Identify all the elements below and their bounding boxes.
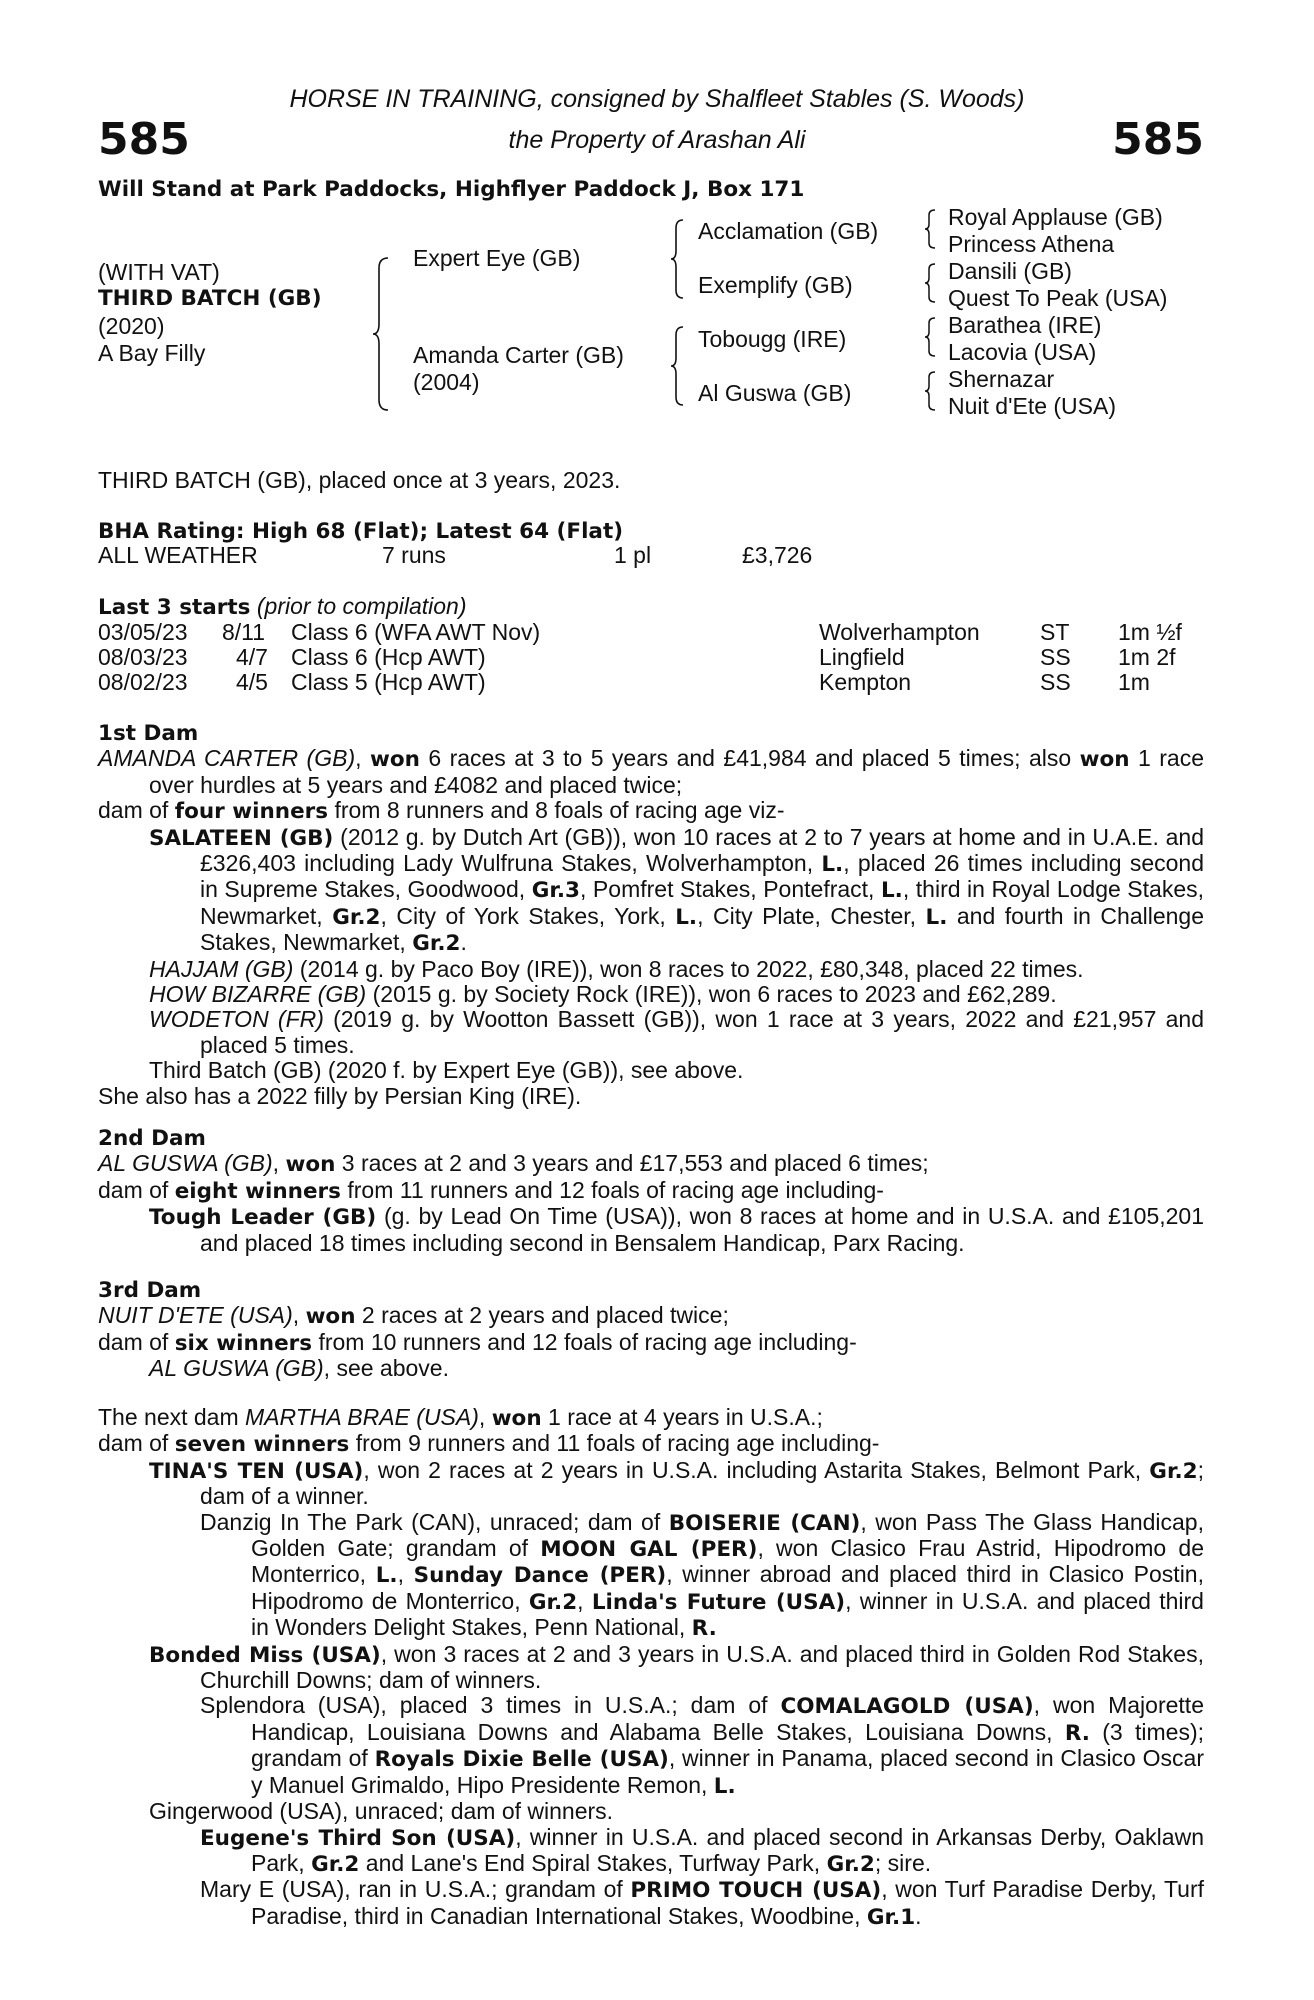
next-dam-record: The next dam MARTHA BRAE (USA), won 1 race at 4 years in U.S.A.; bbox=[98, 1404, 823, 1431]
start-course-2: Lingfield bbox=[819, 644, 905, 670]
second-dam-record: AL GUSWA (GB), won 3 races at 2 and 3 years and £17,553 and placed 6 times; bbox=[98, 1150, 929, 1178]
start-going-3: SS bbox=[1040, 669, 1071, 695]
start-dist-3: 1m bbox=[1118, 669, 1150, 695]
start-course-3: Kempton bbox=[819, 669, 912, 695]
consignor-line: HORSE IN TRAINING, consigned by Shalfleet Stables (S. Woods) bbox=[289, 85, 1025, 113]
produce-bonded-miss: Bonded Miss (USA), won 3 races at 2 and 3 years in U.S.A. and placed third in Golden Rod Stakes, Churchill Downs; dam of winners. bbox=[149, 1640, 1204, 1694]
third-dam-title: 3rd Dam bbox=[98, 1278, 202, 1303]
produce-gingerwood: Gingerwood (USA), unraced; dam of winners. bbox=[149, 1798, 614, 1825]
pedigree-dam-sire: Tobougg (IRE) bbox=[698, 326, 847, 352]
owner-line: the Property of Arashan Ali bbox=[508, 126, 806, 154]
last-starts-heading bbox=[98, 594, 467, 620]
pedigree-dam-year: (2004) bbox=[413, 369, 480, 395]
produce-tough-leader: Tough Leader (GB) (g. by Lead On Time (USA)), won 8 races at home and in U.S.A. and £105,201 and placed 18 times including second in Bensalem Handicap, Parx Racing. bbox=[149, 1203, 1204, 1256]
horse-year: (2020) bbox=[98, 313, 165, 339]
start-date-3: 08/02/23 bbox=[98, 669, 188, 695]
pedigree-sire: Expert Eye (GB) bbox=[413, 245, 581, 271]
pedigree-dam: Amanda Carter (GB) bbox=[413, 342, 624, 368]
pedigree-brace-main bbox=[372, 256, 392, 412]
produce-tinas-ten: TINA'S TEN (USA), won 2 races at 2 years in U.S.A. including Astarita Stakes, Belmont Park, Gr.2; dam of a winner. bbox=[149, 1456, 1204, 1510]
start-going-1: ST bbox=[1040, 619, 1070, 645]
pedigree-sdd: Quest To Peak (USA) bbox=[948, 285, 1168, 311]
race-summary: THIRD BATCH (GB), placed once at 3 years, 2023. bbox=[98, 467, 621, 493]
produce-how-bizarre: HOW BIZARRE (GB) (2015 g. by Society Rock (IRE)), won 6 races to 2023 and £62,289. bbox=[149, 981, 1057, 1008]
pedigree-dss: Barathea (IRE) bbox=[948, 312, 1102, 338]
produce-third-batch: Third Batch (GB) (2020 f. by Expert Eye (GB)), see above. bbox=[149, 1057, 744, 1084]
earnings: £3,726 bbox=[742, 542, 813, 568]
first-dam-record: AMANDA CARTER (GB), won 6 races at 3 to 5 years and £41,984 and placed 5 times; also won 1 race over hurdles at 5 years and £4082 and placed twice; bbox=[98, 745, 1204, 798]
stand-location: Will Stand at Park Paddocks, Highflyer Paddock J, Box 171 bbox=[98, 177, 805, 202]
second-dam-produce-summary: dam of eight winners from 11 runners and 12 foals of racing age including- bbox=[98, 1176, 884, 1204]
runs-count: 7 runs bbox=[382, 542, 446, 568]
surface-label: ALL WEATHER bbox=[98, 542, 258, 568]
produce-al-guswa: AL GUSWA (GB), see above. bbox=[149, 1355, 449, 1382]
pedigree-dsd: Lacovia (USA) bbox=[948, 339, 1097, 365]
pedigree-ssd: Princess Athena bbox=[948, 231, 1115, 257]
first-dam-title: 1st Dam bbox=[98, 721, 199, 746]
next-dam-section bbox=[98, 1405, 1204, 1930]
last-starts-note: (prior to compilation) bbox=[256, 593, 467, 619]
start-date-1: 03/05/23 bbox=[98, 619, 188, 645]
pedigree-ddd: Nuit d'Ete (USA) bbox=[948, 393, 1116, 419]
start-pos-3: 4/5 bbox=[236, 669, 268, 695]
pedigree-sire-sire: Acclamation (GB) bbox=[698, 218, 879, 244]
produce-splendora: Splendora (USA), placed 3 times in U.S.A.; dam of COMALAGOLD (USA), won Majorette Handicap, Louisiana Downs and Alabama Belle Stakes, Louisiana Downs, R. (3 times); grandam of Royals Dixie Belle (USA), winner in Panama, placed second in Clasico Oscar y Manuel Grimaldo, Hipo Presidente Remon, L. bbox=[200, 1692, 1204, 1799]
pedigree-brace-dam bbox=[670, 325, 686, 407]
second-dam-section bbox=[98, 1126, 1204, 1256]
start-pos-1: 8/11 bbox=[222, 619, 266, 645]
start-going-2: SS bbox=[1040, 644, 1071, 670]
first-dam-produce-summary: dam of four winners from 8 runners and 8 foals of racing age viz- bbox=[98, 797, 785, 825]
pedigree-brace-g3 bbox=[924, 316, 938, 358]
placed-count: 1 pl bbox=[614, 542, 652, 568]
produce-salateen: SALATEEN (GB) (2012 g. by Dutch Art (GB)), won 10 races at 2 to 7 years at home and in U.A.E. and £326,403 including Lady Wulfruna Stakes, Wolverhampton, L., placed 26 times including second in Supreme Stakes, Goodwood, Gr.3, Pomfret Stakes, Pontefract, L., third in Royal Lodge Stakes, Newmarket, Gr.2, City of York Stakes, York, L., City Plate, Chester, L. and fourth in Challenge Stakes, Newmarket, Gr.2. bbox=[149, 823, 1205, 957]
third-dam-produce-summary: dam of six winners from 10 runners and 12 foals of racing age including- bbox=[98, 1328, 857, 1356]
vat-label: (WITH VAT) bbox=[98, 259, 220, 285]
pedigree-brace-g2 bbox=[924, 262, 938, 304]
lot-number-left: 585 bbox=[98, 114, 190, 165]
produce-eugenes-third-son: Eugene's Third Son (USA), winner in U.S.A. and placed second in Arkansas Derby, Oaklawn Park, Gr.2 and Lane's End Spiral Stakes, Turfway Park, Gr.2; sire. bbox=[200, 1823, 1204, 1877]
last-starts-title: Last 3 starts bbox=[98, 595, 251, 620]
start-dist-2: 1m 2f bbox=[1118, 644, 1176, 670]
pedigree-brace-g1 bbox=[924, 208, 938, 250]
next-dam-produce-summary: dam of seven winners from 9 runners and 11 foals of racing age including- bbox=[98, 1430, 880, 1458]
produce-danzig-in-the-park: Danzig In The Park (CAN), unraced; dam of BOISERIE (CAN), won Pass The Glass Handicap, Golden Gate; grandam of MOON GAL (PER), won Clasico Frau Astrid, Hipodromo de Monterrico, L., Sunday Dance (PER), winner abroad and placed third in Clasico Postin, Hipodromo de Monterrico, Gr.2, Linda's Future (USA), winner in U.S.A. and placed third in Wonders Delight Stakes, Penn National, R. bbox=[200, 1508, 1204, 1642]
third-dam-section bbox=[98, 1278, 1204, 1382]
lot-number-right: 585 bbox=[1112, 114, 1204, 165]
produce-2022-filly: She also has a 2022 filly by Persian King (IRE). bbox=[98, 1082, 582, 1109]
horse-description: A Bay Filly bbox=[98, 340, 206, 366]
pedigree-dds: Shernazar bbox=[948, 366, 1055, 392]
pedigree-sss: Royal Applause (GB) bbox=[948, 204, 1163, 230]
bha-rating: BHA Rating: High 68 (Flat); Latest 64 (Flat) bbox=[98, 519, 624, 544]
pedigree-brace-sire bbox=[670, 218, 686, 300]
start-race-2: Class 6 (Hcp AWT) bbox=[291, 644, 486, 670]
pedigree-dam-dam: Al Guswa (GB) bbox=[698, 380, 852, 406]
start-race-1: Class 6 (WFA AWT Nov) bbox=[291, 619, 541, 645]
produce-wodeton: WODETON (FR) (2019 g. by Wootton Bassett (GB)), won 1 race at 3 years, 2022 and £21,957 and placed 5 times. bbox=[149, 1006, 1204, 1058]
start-course-1: Wolverhampton bbox=[819, 619, 980, 645]
pedigree-brace-g4 bbox=[924, 370, 938, 412]
second-dam-title: 2nd Dam bbox=[98, 1126, 206, 1151]
third-dam-record: NUIT D'ETE (USA), won 2 races at 2 years and placed twice; bbox=[98, 1302, 729, 1330]
start-dist-1: 1m ½f bbox=[1118, 619, 1182, 645]
first-dam-section bbox=[98, 721, 1204, 1109]
pedigree-sds: Dansili (GB) bbox=[948, 258, 1072, 284]
start-race-3: Class 5 (Hcp AWT) bbox=[291, 669, 486, 695]
start-date-2: 08/03/23 bbox=[98, 644, 188, 670]
pedigree-sire-dam: Exemplify (GB) bbox=[698, 272, 853, 298]
produce-mary-e: Mary E (USA), ran in U.S.A.; grandam of PRIMO TOUCH (USA), won Turf Paradise Derby, Turf Paradise, third in Canadian International Stakes, Woodbine, Gr.1. bbox=[200, 1876, 1205, 1930]
horse-name: THIRD BATCH (GB) bbox=[98, 286, 322, 311]
produce-hajjam: HAJJAM (GB) (2014 g. by Paco Boy (IRE)), won 8 races to 2022, £80,348, placed 22 times. bbox=[149, 955, 1084, 982]
start-pos-2: 4/7 bbox=[236, 644, 268, 670]
